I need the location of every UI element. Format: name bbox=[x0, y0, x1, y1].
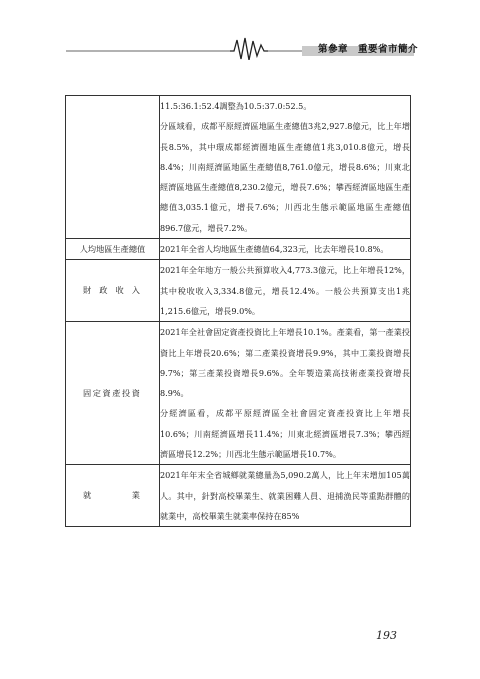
paragraph: 2021年全年地方一般公共預算收入4,773.3億元，比上年增長12%，其中稅收收入3,334.8億元，增長12.4%。一般公共預算支出1兆1,215.6億元，增長9.0%。 bbox=[160, 265, 410, 316]
row-content bbox=[160, 465, 411, 527]
table-row bbox=[66, 96, 411, 239]
chapter-title: 第參章 重要省市簡介 bbox=[317, 44, 418, 55]
paragraph: 2021年全社會固定資產投資比上年增長10.1%。產業看，第一產業投資比上年增長20.6%；第二產業投資增長9.9%，其中工業投資增長9.7%；第三產業投資增長9.6%。全年製造業高技術產業投資增長8.9%。 bbox=[160, 327, 410, 399]
page-header bbox=[0, 0, 480, 60]
row-label-text: 財政收入 bbox=[83, 285, 140, 296]
row-label bbox=[66, 260, 160, 322]
row-label bbox=[66, 465, 160, 527]
row-content bbox=[160, 260, 411, 322]
row-label-text: 就業 bbox=[83, 490, 140, 501]
row-content bbox=[160, 322, 411, 465]
row-label: 人均地區生產總值 bbox=[66, 239, 160, 260]
table-row bbox=[66, 239, 411, 260]
row-label bbox=[66, 96, 160, 239]
paragraph: 2021年全省人均地區生產總值64,323元，比去年增長10.8%。 bbox=[160, 244, 389, 255]
page-number: 193 bbox=[376, 629, 397, 642]
table-row bbox=[66, 260, 411, 322]
table-row bbox=[66, 465, 411, 527]
row-label-text: 固定資產投資 bbox=[83, 387, 140, 398]
row-label bbox=[66, 322, 160, 465]
row-content bbox=[160, 96, 411, 239]
province-data-table bbox=[65, 95, 411, 527]
paragraph: 分區域看，成都平原經濟區地區生產總值3兆2,927.8億元，比上年增長8.5%，其中環成都經濟圈地區生產總值1兆3,010.8億元，增長8.4%；川南經濟區地區生產總值8,761.0億元，增長8.6%；川東北經濟區地區生產總值8,230.2億元，增長7.6%；攀西經濟區地區生產總值3,035.1億元，增長7.6%；川西北生態示範區地區生產總值896.7億元，增長7.2%。 bbox=[160, 121, 410, 233]
table-row bbox=[66, 322, 411, 465]
paragraph: 11.5:36.1:52.4調整為10.5:37.0:52.5。 bbox=[160, 101, 312, 111]
row-content bbox=[160, 239, 411, 260]
paragraph: 2021年年末全省城鄉就業總量為5,090.2萬人，比上年末增加105萬人。其中，針對高校畢業生、就業困難人員、退捕漁民等重點群體的就業中，高校畢業生就業率保持在85% bbox=[160, 470, 410, 521]
paragraph: 分經濟區看，成都平原經濟區全社會固定資產投資比上年增長10.6%；川南經濟區增長11.4%；川東北經濟區增長7.3%；攀西經濟區增長12.2%；川西北生態示範區增長10.7%。 bbox=[160, 408, 410, 460]
